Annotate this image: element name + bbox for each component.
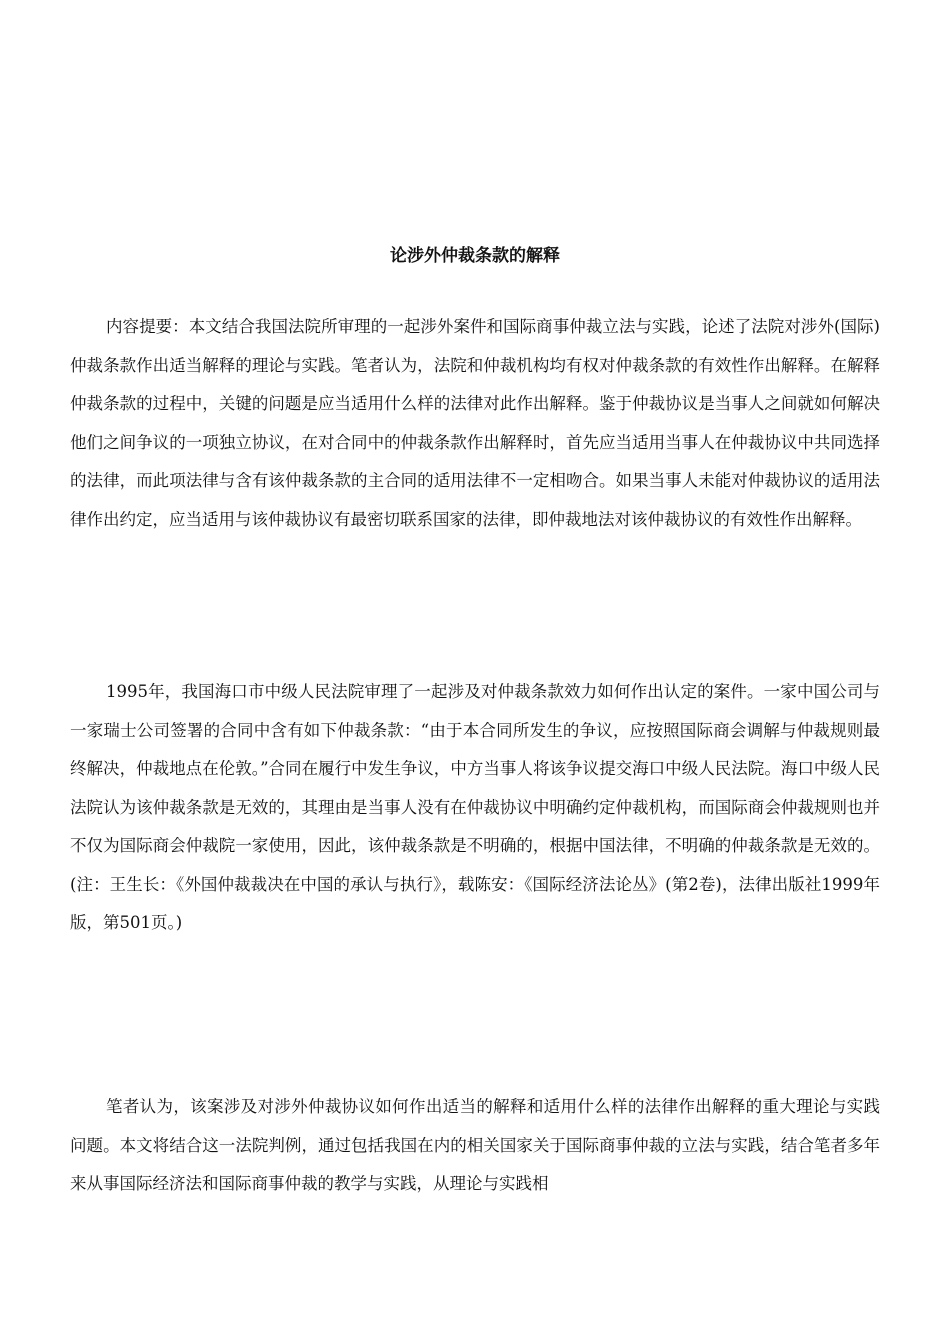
case-paragraph: 1995年，我国海口市中级人民法院审理了一起涉及对仲裁条款效力如何作出认定的案件。一家中国公司与一家瑞士公司签署的合同中含有如下仲裁条款：“由于本合同所发生的争议，应按照国际商会调解与仲裁规则最终解决，仲裁地点在伦敦。”合同在履行中发生争议，中方当事人将该争议提交海口中级人民法院。海口中级人民法院认为该仲裁条款是无效的，其理由是当事人没有在仲裁协议中明确约定仲裁机构，而国际商会仲裁规则也并不仅为国际商会仲裁院一家使用，因此，该仲裁条款是不明确的，根据中国法律，不明确的仲裁条款是无效的。(注：王生长：《外国仲裁裁决在中国的承认与执行》，载陈安：《国际经济法论丛》(第2卷)，法律出版社1999年版，第501页。) <box>70 682 880 932</box>
document-title: 论涉外仲裁条款的解释 <box>390 246 560 266</box>
abstract-paragraph: 内容提要：本文结合我国法院所审理的一起涉外案件和国际商事仲裁立法与实践，论述了法院对涉外(国际)仲裁条款作出适当解释的理论与实践。笔者认为，法院和仲裁机构均有权对仲裁条款的有效性作出解释。在解释仲裁条款的过程中，关键的问题是应当适用什么样的法律对此作出解释。鉴于仲裁协议是当事人之间就如何解决他们之间争议的一项独立协议，在对合同中的仲裁条款作出解释时，首先应当适用当事人在仲裁协议中共同选择的法律，而此项法律与含有该仲裁条款的主合同的适用法律不一定相吻合。如果当事人未能对仲裁协议的适用法律作出约定，应当适用与该仲裁协议有最密切联系国家的法律，即仲裁地法对该仲裁协议的有效性作出解释。 <box>70 317 880 529</box>
introduction-paragraph: 笔者认为，该案涉及对涉外仲裁协议如何作出适当的解释和适用什么样的法律作出解释的重大理论与实践问题。本文将结合这一法院判例，通过包括我国在内的相关国家关于国际商事仲裁的立法与实践，结合笔者多年来从事国际经济法和国际商事仲裁的教学与实践，从理论与实践相 <box>70 1097 880 1193</box>
